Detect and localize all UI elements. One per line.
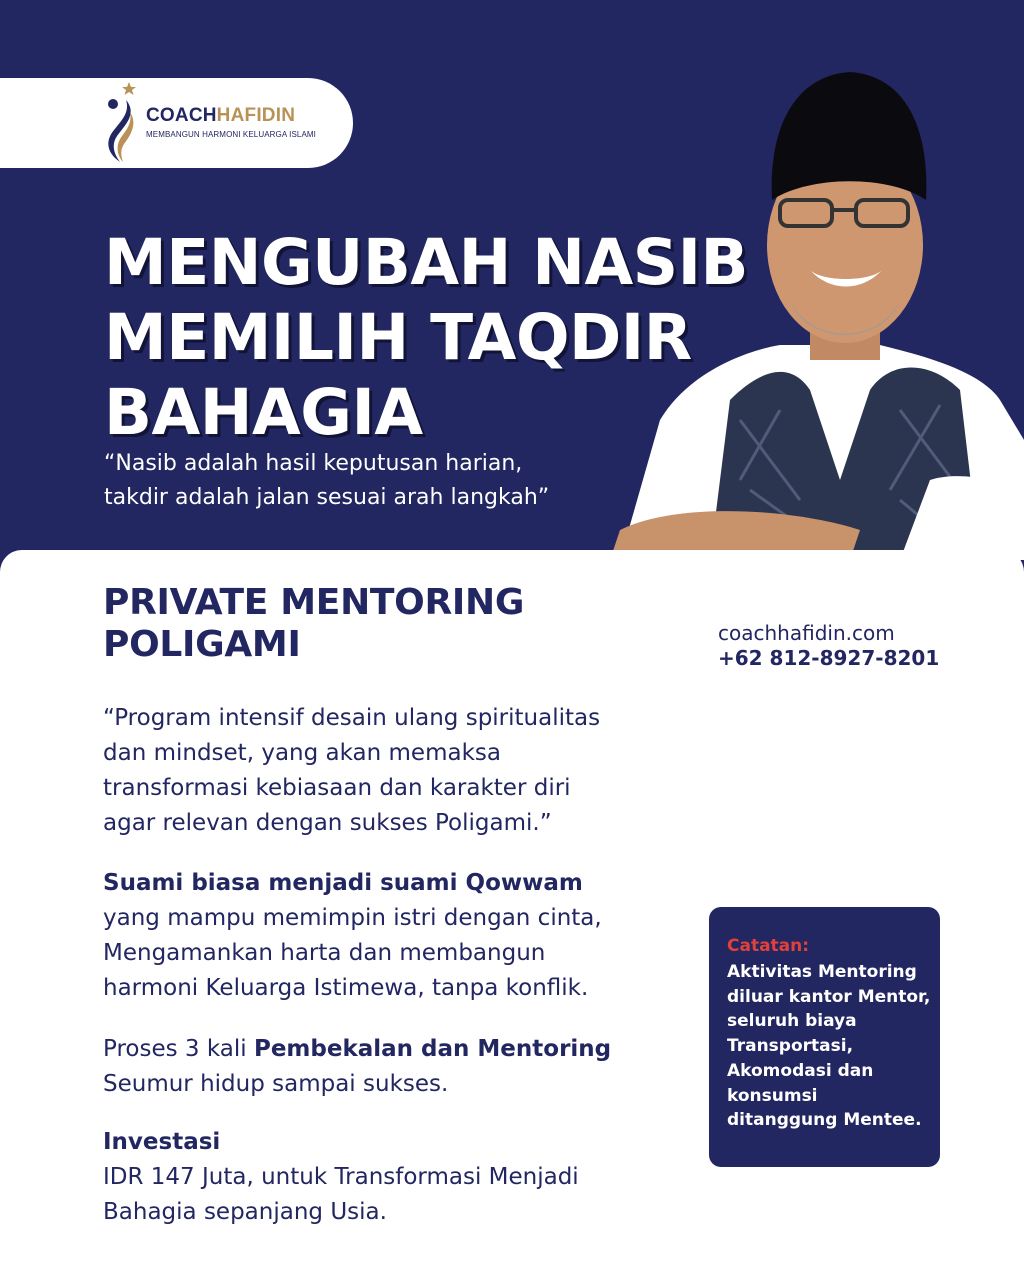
headline (104, 225, 784, 450)
qowwam-line: harmoni Keluarga Istimewa, tanpa konflik. (103, 975, 589, 1001)
note-label: Catatan: (727, 936, 810, 956)
program-quote-line: agar relevan dengan sukses Poligami.” (103, 810, 552, 836)
investasi-line: IDR 147 Juta, untuk Transformasi Menjadi (103, 1164, 579, 1190)
hero-quote-line: “Nasib adalah hasil keputusan harian, (104, 451, 523, 476)
section-title-line: POLIGAMI (103, 624, 301, 665)
hero-quote (104, 447, 664, 515)
investasi-line: Bahagia sepanjang Usia. (103, 1199, 387, 1225)
section-title-line: PRIVATE MENTORING (103, 582, 525, 623)
process-prefix: Proses 3 kali (103, 1036, 254, 1062)
note-line: seluruh biaya (727, 1011, 857, 1032)
qowwam-heading: Suami biasa menjadi suami Qowwam (103, 870, 583, 896)
investasi-label: Investasi (103, 1129, 221, 1155)
note-line: ditanggung Mentee. (727, 1110, 922, 1131)
qowwam-line: yang mampu memimpin istri dengan cinta, (103, 905, 602, 931)
note-line: Transportasi, (727, 1036, 854, 1057)
program-quote (103, 701, 693, 841)
note-line: konsumsi (727, 1085, 818, 1106)
headline-line: MEMILIH TAQDIR (104, 301, 692, 374)
program-quote-line: transformasi kebiasaan dan karakter diri (103, 775, 571, 801)
process-line: Seumur hidup sampai sukses. (103, 1071, 449, 1097)
website-link[interactable]: coachhafidin.com (718, 621, 895, 645)
brand-tagline: MEMBANGUN HARMONI KELUARGA ISLAMI (146, 130, 316, 139)
process-paragraph (103, 1032, 693, 1102)
note-line: Akomodasi dan (727, 1060, 874, 1081)
investasi-paragraph (103, 1125, 693, 1230)
star-figure-logo-icon (104, 82, 140, 164)
note-body (727, 960, 932, 1133)
qowwam-line: Mengamankan harta dan membangun (103, 940, 546, 966)
brand-name (146, 106, 295, 125)
headline-line: BAHAGIA (104, 376, 423, 449)
note-line: diluar kantor Mentor, (727, 986, 931, 1007)
section-title (103, 582, 623, 666)
note-line: Aktivitas Mentoring (727, 962, 917, 982)
process-bold: Pembekalan dan Mentoring (253, 1036, 612, 1062)
program-quote-line: dan mindset, yang akan memaksa (103, 740, 501, 766)
headline-line: MENGUBAH NASIB (104, 226, 749, 299)
hero-quote-line: takdir adalah jalan sesuai arah langkah” (104, 485, 550, 510)
qowwam-paragraph (103, 866, 693, 1006)
program-quote-line: “Program intensif desain ulang spiritualitas (103, 705, 601, 731)
phone-number[interactable]: +62 812-8927-8201 (718, 646, 940, 670)
brand-name-part2: HAFIDIN (216, 105, 296, 126)
brand-name-part1: COACH (146, 105, 217, 126)
